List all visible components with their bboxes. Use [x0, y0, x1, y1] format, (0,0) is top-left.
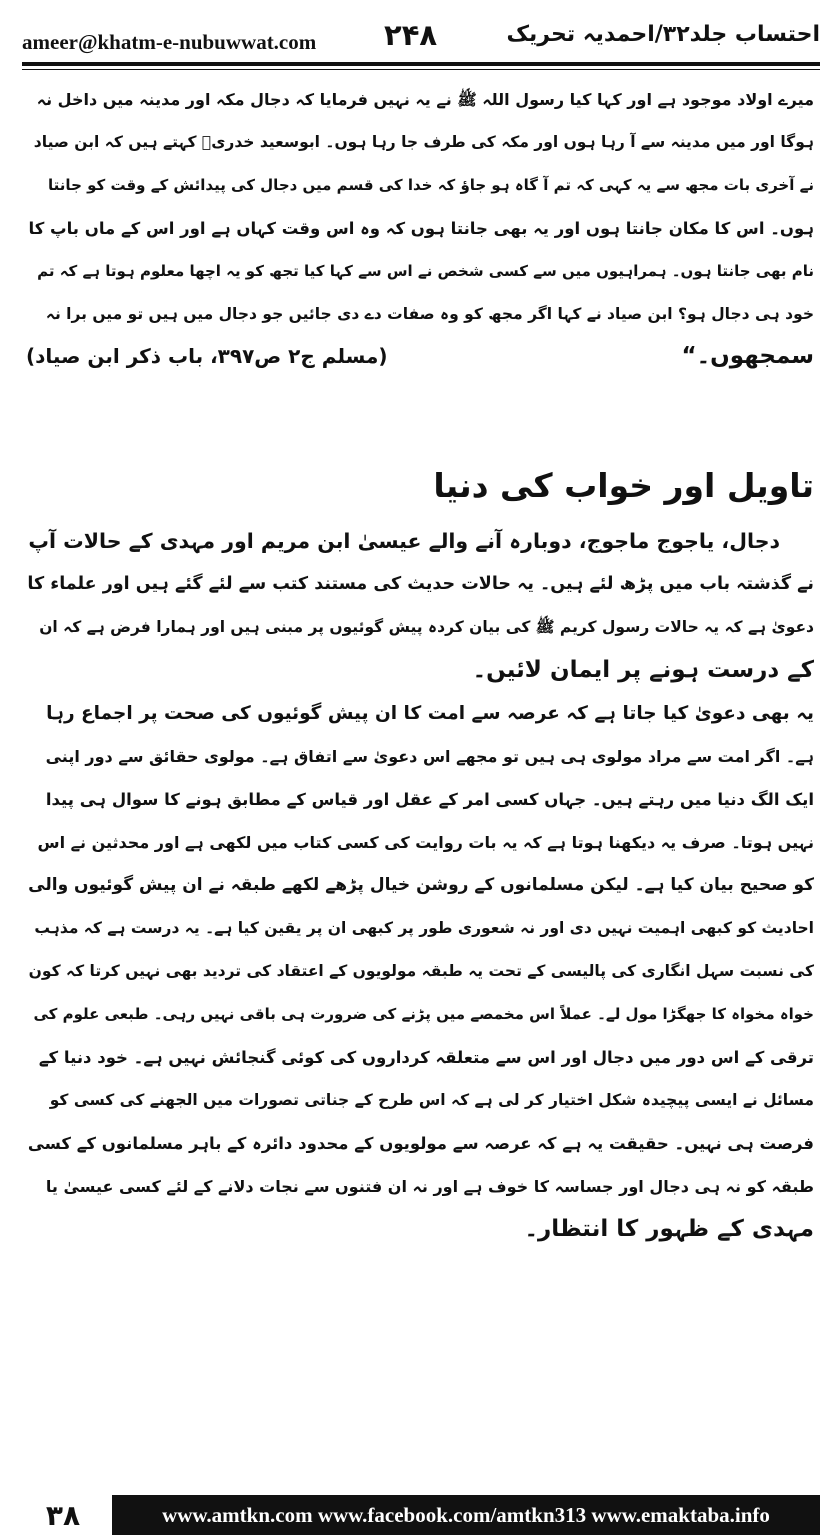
header-rule-thick	[22, 62, 820, 66]
footer-links-bar	[112, 1495, 820, 1535]
text-line: احادیث کو کبھی اہمیت نہیں دی اور نہ شعوری طور پر کبھی ان پر یقین کیا ہے۔ یہ درست ہے کہ مذہب	[34, 919, 814, 937]
text-line: کے درست ہونے پر ایمان لائیں۔	[472, 657, 814, 683]
page-header	[22, 8, 820, 60]
text-line: کی نسبت سہل انگاری کی پالیسی کے تحت یہ طبقہ مولویوں کے اعتقاد کی تردید بھی نہیں کرتا کہ کون	[28, 962, 814, 980]
text-line: ہے۔ اگر امت سے مراد مولوی ہی ہیں تو مجھے اس دعویٰ سے اتفاق ہے۔ مولوی حقائق سے دور اپنی	[45, 747, 814, 766]
footer-section-number: ۳۸	[45, 1498, 81, 1532]
text-line: دعویٰ ہے کہ یہ حالات رسول کریم ﷺ کی بیان کردہ پیش گوئیوں پر مبنی ہیں اور ہمارا فرض ہے کہ ان	[39, 618, 814, 636]
quote-lines	[26, 78, 814, 336]
header-book-title: احتساب جلد۳۲/احمدیہ تحریک	[506, 22, 820, 47]
quoted-passage	[26, 78, 814, 376]
text-line: ہوگا اور میں مدینہ سے آ رہا ہوں اور مکہ کی طرف جا رہا ہوں۔ ابوسعید خدریؓ کہتے ہیں کہ ابن صیاد	[33, 133, 814, 151]
text-line: مہدی کے ظہور کا انتظار۔	[524, 1216, 814, 1242]
text-line: طبقہ کو نہ ہی دجال اور جساسہ کا خوف ہے اور نہ ان فتنوں سے نجات دلانے کے لئے کسی عیسیٰ یا	[45, 1177, 814, 1196]
text-line: نہیں ہوتا۔ صرف یہ دیکھنا ہوتا ہے کہ یہ بات روایت کی کسی کتاب میں لکھی ہے اور محدثین نے اس	[37, 833, 814, 852]
text-line: ترقی کے اس دور میں دجال اور اس سے متعلقہ کرداروں کی کوئی گنجائش نہیں ہے۔ خود دنیا کے	[38, 1048, 814, 1067]
text-line: خود ہی دجال ہو؟ ابن صیاد نے کہا اگر مجھ کو وہ صفات دے دی جائیں جو دجال میں ہیں تو میں برا نہ	[45, 305, 814, 323]
text-line: نے گذشتہ باب میں پڑھ لئے ہیں۔ یہ حالات حدیث کی مستند کتب سے لئے گئے ہیں اور علماء کا	[27, 574, 814, 594]
text-line: ایک الگ دنیا میں رہتے ہیں۔ جہاں کسی امر کے عقل اور قیاس کے مطابق ہونے کا سوال ہی پیدا	[45, 790, 814, 809]
quote-reference: (مسلم ج۲ ص۳۹۷، باب ذکر ابن صیاد)	[26, 344, 388, 368]
text-line: نام بھی جانتا ہوں۔ ہمراہیوں میں سے کسی شخص نے اس سے کہا کیا تجھ کو یہ اچھا معلوم ہوتا ہے کہ تم	[37, 262, 814, 280]
text-line: نے آخری بات مجھ سے یہ کہی کہ تم آ گاہ ہو جاؤ کہ خدا کی قسم میں دجال کی پیدائش کے وقت کو جانتا	[48, 176, 814, 194]
header-page-number: ۲۴۸	[384, 18, 438, 52]
quote-last-line: سمجھوں۔“	[681, 343, 814, 369]
text-line: مسائل نے ایسی پیچیدہ شکل اختیار کر لی ہے کہ اس طرح کے جناتی تصورات میں الجھنے کی کسی کو	[49, 1091, 814, 1109]
text-line: دجال، یاجوج ماجوج، دوبارہ آنے والے عیسیٰ ابن مریم اور مہدی کے حالات آپ	[28, 529, 780, 553]
page-footer	[22, 1491, 820, 1539]
text-line: فرصت ہی نہیں۔ حقیقت یہ ہے کہ عرصہ سے مولویوں کے محدود دائرہ کے باہر مسلمانوں کے کسی	[27, 1134, 814, 1153]
paragraph-1	[26, 520, 814, 692]
text-line: یہ بھی دعویٰ کیا جاتا ہے کہ عرصہ سے امت کا ان پیش گوئیوں کی صحت پر اجماع رہا	[46, 703, 814, 724]
text-line: ہوں۔ اس کا مکان جانتا ہوں اور یہ بھی جانتا ہوں کہ وہ اس وقت کہاں ہے اور اس کے ماں باپ کا	[28, 219, 814, 238]
header-rule-thin	[22, 69, 820, 70]
text-line: کو صحیح بیان کیا ہے۔ لیکن مسلمانوں کے روشن خیال پڑھے لکھے طبقہ نے ان پیش گوئیوں والی	[28, 875, 814, 895]
text-line: خواہ مخواہ کا جھگڑا مول لے۔ عملاً اس مخمصے میں پڑنے کی ضرورت ہی باقی نہیں رہی۔ طبعی علوم کی	[33, 1005, 814, 1023]
quote-closing-line	[26, 336, 814, 376]
paragraph-2	[26, 692, 814, 1251]
header-email: ameer@khatm-e-nubuwwat.com	[22, 30, 317, 54]
footer-links[interactable]: www.amtkn.com www.facebook.com/amtkn313 www.emaktaba.info	[162, 1502, 770, 1527]
text-line: میرے اولاد موجود ہے اور کہا کیا رسول اللہ ﷺ نے یہ نہیں فرمایا کہ دجال مکہ اور مدینہ میں داخل نہ	[36, 90, 814, 109]
body-paragraphs	[26, 520, 814, 1251]
section-heading: تاویل اور خواب کی دنیا	[433, 466, 814, 505]
